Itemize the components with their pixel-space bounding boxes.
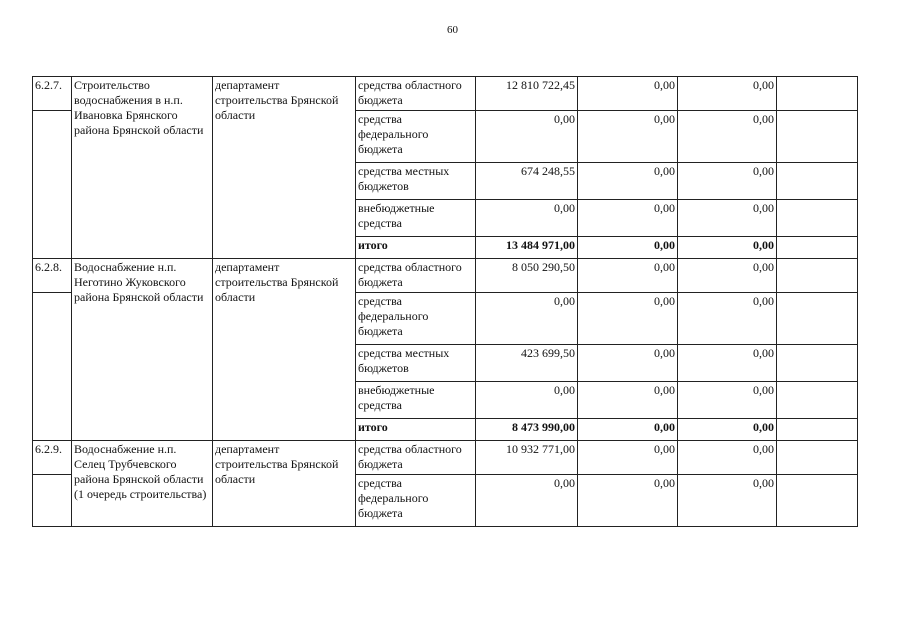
amount-total: 423 699,50 <box>476 345 578 382</box>
amount-year-3: 0,00 <box>678 441 777 475</box>
project-executor: департамент строительства Брянской области <box>213 77 356 259</box>
amount-year-2: 0,00 <box>578 345 678 382</box>
funding-source: средства федерального бюджета <box>356 475 476 527</box>
amount-total: 12 810 722,45 <box>476 77 578 111</box>
funding-source: внебюджетные средства <box>356 200 476 237</box>
amount-year-2: 0,00 <box>578 77 678 111</box>
amount-total: 674 248,55 <box>476 163 578 200</box>
amount-year-3: 0,00 <box>678 163 777 200</box>
amount-year-3: 0,00 <box>678 419 777 441</box>
funding-source: средства местных бюджетов <box>356 345 476 382</box>
amount-extra <box>777 293 858 345</box>
amount-total: 0,00 <box>476 293 578 345</box>
funding-source: средства местных бюджетов <box>356 163 476 200</box>
amount-year-3: 0,00 <box>678 345 777 382</box>
amount-extra <box>777 163 858 200</box>
funding-source: итого <box>356 237 476 259</box>
amount-extra <box>777 441 858 475</box>
amount-extra <box>777 259 858 293</box>
amount-year-3: 0,00 <box>678 237 777 259</box>
code-cell-empty <box>33 475 72 527</box>
amount-total: 0,00 <box>476 475 578 527</box>
amount-extra <box>777 382 858 419</box>
table-row <box>33 77 858 111</box>
amount-year-3: 0,00 <box>678 382 777 419</box>
project-code: 6.2.8. <box>33 259 72 293</box>
table-row <box>33 259 858 293</box>
amount-year-2: 0,00 <box>578 382 678 419</box>
amount-year-2: 0,00 <box>578 419 678 441</box>
amount-year-2: 0,00 <box>578 237 678 259</box>
amount-total: 0,00 <box>476 200 578 237</box>
amount-extra <box>777 419 858 441</box>
code-cell-empty <box>33 163 72 200</box>
amount-year-3: 0,00 <box>678 111 777 163</box>
amount-extra <box>777 237 858 259</box>
project-name: Водоснабжение н.п. Неготино Жуковского района Брянской области <box>72 259 213 441</box>
code-cell-empty <box>33 419 72 441</box>
amount-extra <box>777 111 858 163</box>
page-number: 60 <box>447 24 458 36</box>
amount-year-2: 0,00 <box>578 200 678 237</box>
amount-total: 0,00 <box>476 382 578 419</box>
code-cell-empty <box>33 382 72 419</box>
amount-year-3: 0,00 <box>678 200 777 237</box>
code-cell-empty <box>33 237 72 259</box>
amount-year-2: 0,00 <box>578 111 678 163</box>
project-code: 6.2.9. <box>33 441 72 475</box>
funding-source: средства областного бюджета <box>356 441 476 475</box>
amount-total: 0,00 <box>476 111 578 163</box>
amount-year-2: 0,00 <box>578 293 678 345</box>
funding-source: средства областного бюджета <box>356 259 476 293</box>
code-cell-empty <box>33 293 72 345</box>
budget-table <box>32 76 858 527</box>
project-name: Строительство водоснабжения в н.п. Ивановка Брянского района Брянской области <box>72 77 213 259</box>
amount-year-2: 0,00 <box>578 441 678 475</box>
project-executor: департамент строительства Брянской области <box>213 259 356 441</box>
amount-extra <box>777 475 858 527</box>
amount-year-3: 0,00 <box>678 77 777 111</box>
amount-extra <box>777 200 858 237</box>
amount-year-2: 0,00 <box>578 259 678 293</box>
amount-extra <box>777 77 858 111</box>
amount-year-3: 0,00 <box>678 259 777 293</box>
project-code: 6.2.7. <box>33 77 72 111</box>
amount-total: 8 473 990,00 <box>476 419 578 441</box>
amount-total: 8 050 290,50 <box>476 259 578 293</box>
project-name: Водоснабжение н.п. Селец Трубчевского района Брянской области (1 очередь строительства) <box>72 441 213 527</box>
amount-year-3: 0,00 <box>678 475 777 527</box>
funding-source: средства федерального бюджета <box>356 111 476 163</box>
code-cell-empty <box>33 111 72 163</box>
funding-source: средства областного бюджета <box>356 77 476 111</box>
table-row <box>33 441 858 475</box>
code-cell-empty <box>33 345 72 382</box>
funding-source: внебюджетные средства <box>356 382 476 419</box>
amount-total: 13 484 971,00 <box>476 237 578 259</box>
funding-source: итого <box>356 419 476 441</box>
amount-year-3: 0,00 <box>678 293 777 345</box>
project-executor: департамент строительства Брянской области <box>213 441 356 527</box>
amount-year-2: 0,00 <box>578 475 678 527</box>
funding-source: средства федерального бюджета <box>356 293 476 345</box>
amount-total: 10 932 771,00 <box>476 441 578 475</box>
amount-year-2: 0,00 <box>578 163 678 200</box>
code-cell-empty <box>33 200 72 237</box>
amount-extra <box>777 345 858 382</box>
